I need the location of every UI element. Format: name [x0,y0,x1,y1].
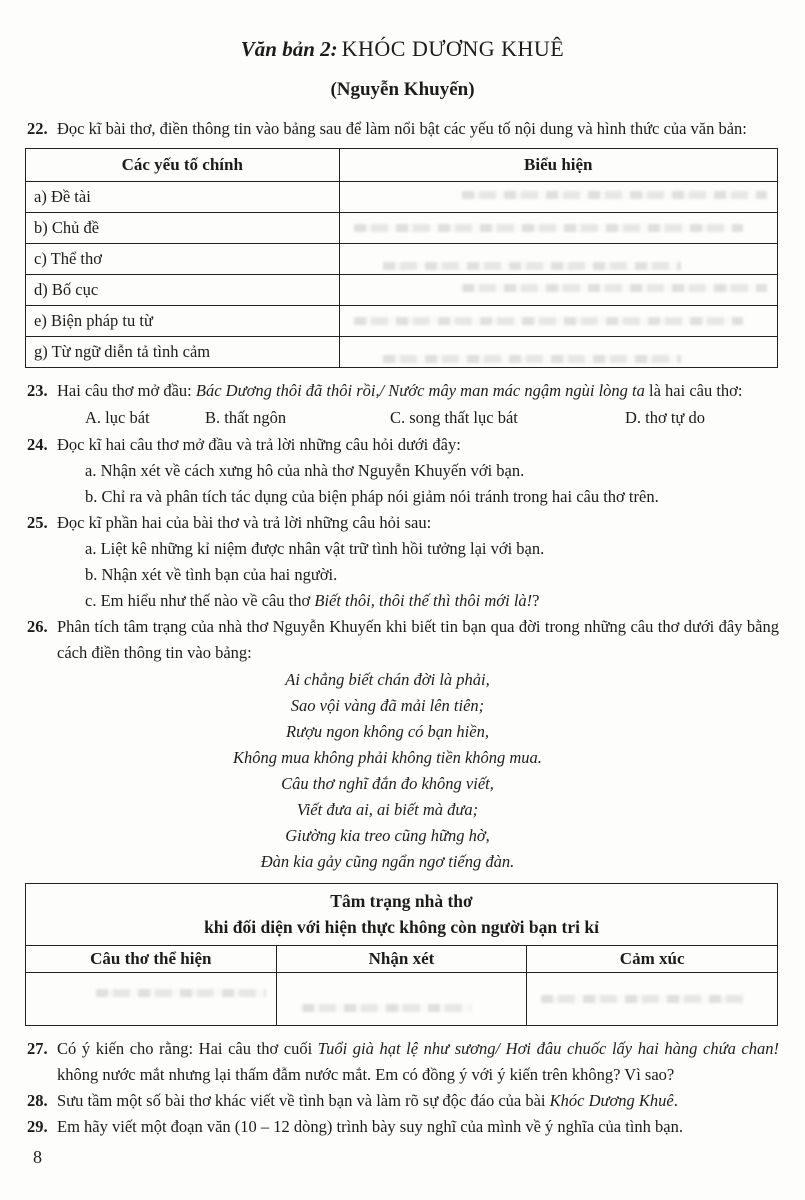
question-text: . [673,1091,678,1110]
mood-table-title [26,884,778,946]
column-header-comment: Nhận xét [276,946,527,973]
poem-line: Không mua không phải không tiền không mua. [233,748,542,767]
question-text: Phân tích tâm trạng của nhà thơ Nguyễn Khuyến khi biết tin bạn qua đời trong những câu thơ dưới đây bằng cách điền thông tin vào bảng: [57,617,779,662]
question-text: Đọc kĩ bài thơ, điền thông tin vào bảng sau để làm nổi bật các yếu tố nội dung và hình thức của văn bản: [57,119,747,138]
question-text: Hai câu thơ mở đầu: [57,381,196,400]
column-header-elements: Các yếu tố chính [26,149,340,182]
poem-line: Viết đưa ai, ai biết mà đưa; [296,800,479,819]
sub-question-b: b. Nhận xét về tình bạn của hai người. [85,565,338,584]
elements-table [25,148,778,368]
answer-cell [527,973,778,1026]
question-text: Đọc kĩ phần hai của bài thơ và trả lời những câu hỏi sau: [57,513,432,532]
table-header-row [26,149,778,182]
poem-line: Rượu ngon không có bạn hiền, [286,722,489,741]
question-26 [26,614,779,666]
answer-cell [339,275,777,306]
table-header-row [26,946,778,973]
question-text: Em hãy viết một đoạn văn (10 – 12 dòng) trình bày suy nghĩ của mình về ý nghĩa của tình bạn. [57,1117,683,1136]
choice-options [57,405,779,432]
sub-question-a: a. Liệt kê những kỉ niệm được nhân vật trữ tình hồi tưởng lại với bạn. [85,539,545,558]
table-row [26,275,778,306]
question-23 [26,378,779,432]
mood-table-title-line1: Tâm trạng nhà thơ [330,891,473,911]
question-text: là hai câu thơ: [644,381,743,400]
question-text: Có ý kiến cho rằng: Hai câu thơ cuối [57,1039,318,1058]
page-number: 8 [33,1147,42,1167]
quoted-verse: Biết thôi, thôi thế thì thôi mới là! [314,591,533,610]
table-row [26,182,778,213]
question-number: 27. [27,1039,48,1058]
row-label-cell: b) Chủ đề [26,213,340,244]
question-24 [26,432,779,510]
poem-title: KHÓC DƯƠNG KHUÊ [341,36,565,61]
question-number: 23. [27,381,48,400]
question-number: 25. [27,513,48,532]
poem-line: Giường kia treo cũng hững hờ, [285,826,490,845]
table-row [26,244,778,275]
sub-question-a: a. Nhận xét về cách xưng hô của nhà thơ Nguyễn Khuyến với bạn. [85,461,525,480]
page-title [26,34,779,67]
quoted-title: Khóc Dương Khuê [549,1091,674,1110]
sub-question-text: ? [532,591,540,610]
table-title-row [26,884,778,946]
answer-cell [339,182,777,213]
question-27 [26,1036,779,1088]
question-number: 29. [27,1117,48,1136]
sub-question-b: b. Chỉ ra và phân tích tác dụng của biện pháp nói giảm nói tránh trong hai câu thơ trên. [85,487,659,506]
table-row [26,213,778,244]
question-number: 24. [27,435,48,454]
answer-cell [276,973,527,1026]
question-text: Sưu tầm một số bài thơ khác viết về tình bạn và làm rõ sự độc đáo của bài [57,1091,550,1110]
question-29 [26,1114,779,1140]
lesson-label: Văn bản 2: [240,37,338,61]
quoted-verse: Tuổi già hạt lệ như sương/ Hơi đâu chuốc lấy hai hàng chứa chan! [317,1039,780,1058]
question-number: 22. [27,119,48,138]
poem-line: Ai chẳng biết chán đời là phải, [285,670,490,689]
option-d: D. thơ tự do [625,408,706,427]
question-25 [26,510,779,614]
table-row [26,337,778,368]
question-text: không nước mắt nhưng lại thấm đẫm nước mắt. Em có đồng ý với ý kiến trên không? Vì sao? [57,1065,675,1084]
poem-excerpt [26,667,749,875]
table-row [26,306,778,337]
answer-cell [26,973,277,1026]
sub-question-c [85,588,779,614]
row-label-cell: e) Biện pháp tu từ [26,306,340,337]
quoted-verse: Bác Dương thôi đã thôi rồi,/ Nước mây man mác ngậm ngùi lòng ta [195,381,645,400]
question-28 [26,1088,779,1114]
table-row [26,973,778,1026]
question-text: Đọc kĩ hai câu thơ mở đầu và trả lời những câu hỏi dưới đây: [57,435,461,454]
row-label-cell: d) Bố cục [26,275,340,306]
answer-cell [339,213,777,244]
question-number: 26. [27,617,48,636]
row-label-cell: c) Thể thơ [26,244,340,275]
answer-cell [339,337,777,368]
column-header-emotion: Cảm xúc [527,946,778,973]
option-a: A. lục bát [85,408,150,427]
mood-table [25,883,778,1026]
answer-cell [339,306,777,337]
answer-cell [339,244,777,275]
column-header-verse: Câu thơ thể hiện [26,946,277,973]
sub-question-text: c. Em hiểu như thế nào về câu thơ [85,591,315,610]
option-b: B. thất ngôn [205,408,287,427]
question-number: 28. [27,1091,48,1110]
option-c: C. song thất lục bát [390,408,518,427]
author: (Nguyễn Khuyến) [330,79,475,100]
poem-line: Đàn kia gảy cũng ngẩn ngơ tiếng đàn. [260,852,515,871]
row-label-cell: a) Đề tài [26,182,340,213]
column-header-expression: Biểu hiện [339,149,777,182]
mood-table-title-line2: khi đối diện với hiện thực không còn người bạn tri kỉ [204,917,599,937]
question-22 [26,116,779,142]
poem-line: Câu thơ nghĩ đắn đo không viết, [281,774,494,793]
poem-line: Sao vội vàng đã mải lên tiên; [290,696,485,715]
row-label-cell: g) Từ ngữ diễn tả tình cảm [26,337,340,368]
